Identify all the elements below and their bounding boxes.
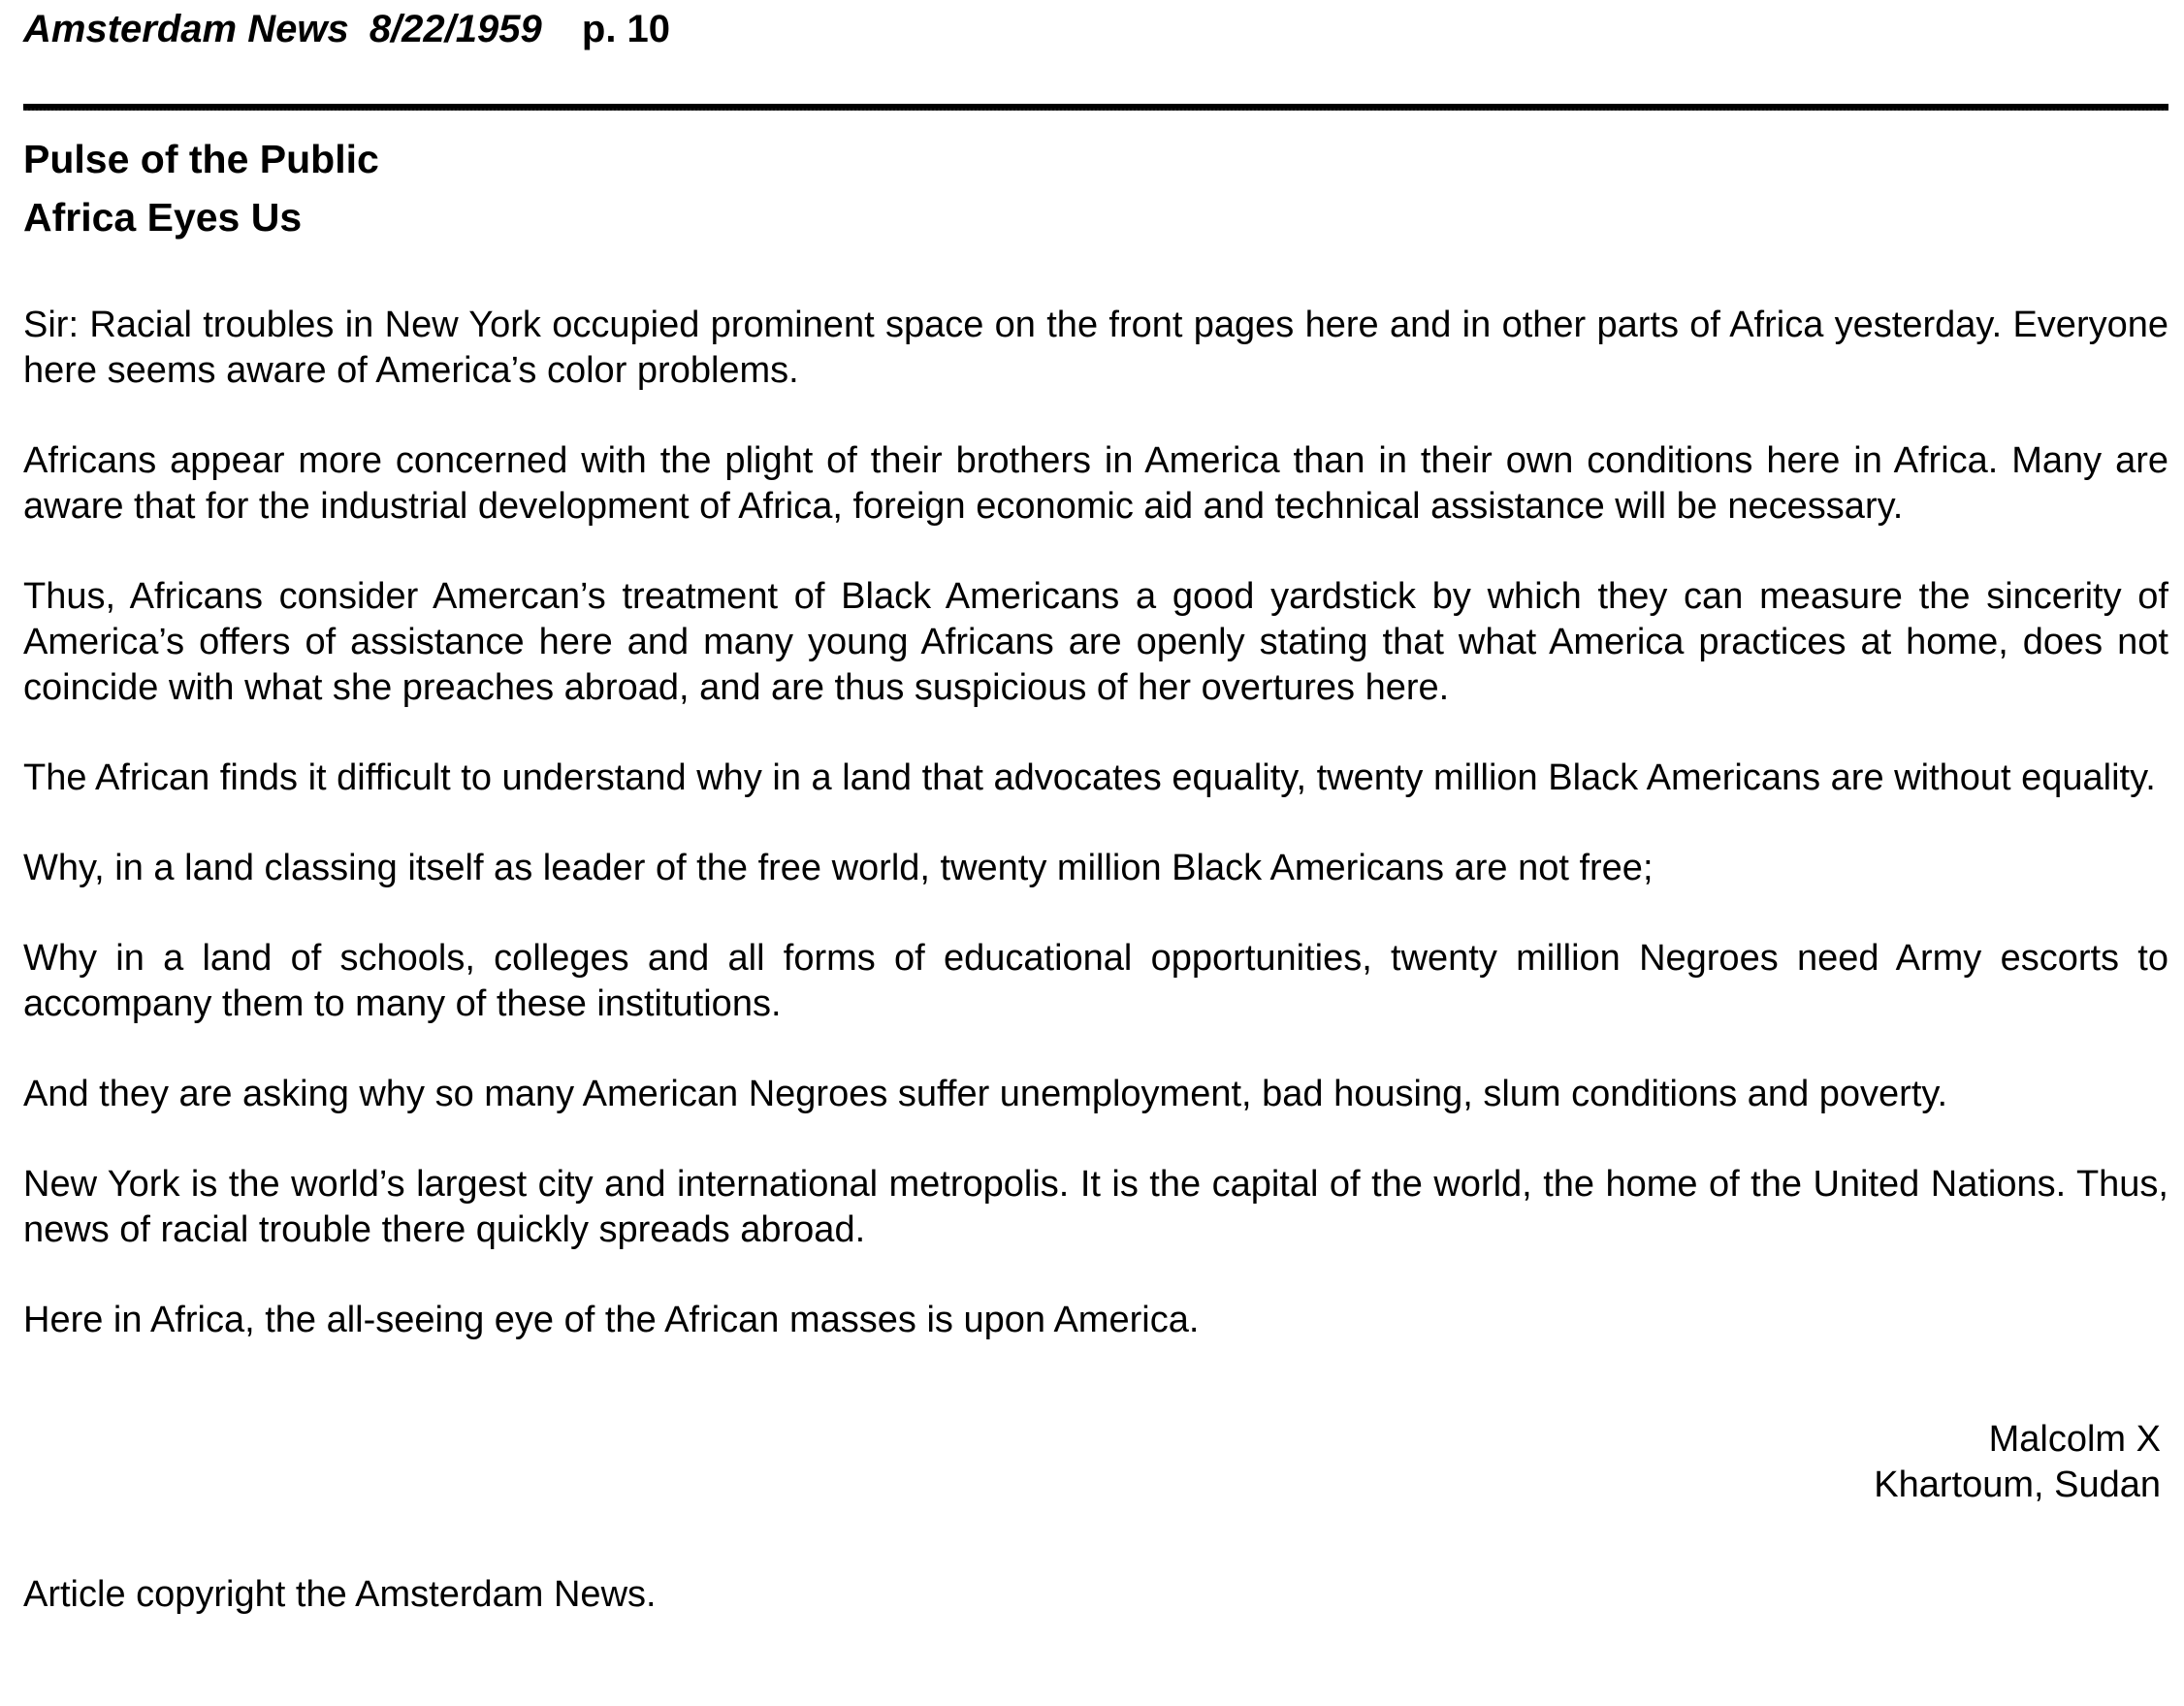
paragraph: New York is the world’s largest city and international metropolis. It is the capital of the world, the home of the United Nations. Thus, news of racial trouble there quickly spreads abroad. xyxy=(23,1164,2168,1250)
paragraph: Why, in a land classing itself as leader of the free world, twenty million Black Americans are not free; xyxy=(23,848,1654,888)
signature-location: Khartoum, Sudan xyxy=(1874,1465,2161,1505)
signature-block xyxy=(23,1417,2168,1508)
paragraph: Here in Africa, the all-seeing eye of the African masses is upon America. xyxy=(23,1300,1200,1340)
paragraph: Africans appear more concerned with the plight of their brothers in America than in their own conditions here in Africa. Many are aware that for the industrial development of Africa, foreign economic aid and technical assistance will be necessary. xyxy=(23,440,2168,527)
page-reference: p. 10 xyxy=(581,8,671,50)
paragraph: And they are asking why so many American Negroes suffer unemployment, bad housing, slum conditions and poverty. xyxy=(23,1074,1948,1114)
article-title: Africa Eyes Us xyxy=(23,195,303,240)
paragraph: Sir: Racial troubles in New York occupied prominent space on the front pages here and in other parts of Africa yesterday. Everyone here seems aware of America’s color problems. xyxy=(23,305,2168,391)
publication-date: 8/22/1959 xyxy=(369,8,542,50)
paragraph: Why in a land of schools, colleges and all forms of educational opportunities, twenty million Negroes need Army escorts to accompany them to many of these institutions. xyxy=(23,938,2168,1024)
publication-name: Amsterdam News xyxy=(23,8,349,50)
signature-name: Malcolm X xyxy=(1988,1419,2161,1460)
section-heading: Pulse of the Public xyxy=(23,137,379,181)
article-body xyxy=(23,303,2168,1343)
copyright-note: Article copyright the Amsterdam News. xyxy=(23,1574,657,1615)
source-citation xyxy=(23,8,2168,51)
paragraph: Thus, Africans consider Amercan’s treatment of Black Americans a good yardstick by which they can measure the sincerity of America’s offers of assistance here and many young Africans are openly stating that what America practices at home, does not coincide with what she preaches abroad, and are thus suspicious of her overtures here. xyxy=(23,576,2168,708)
paragraph: The African finds it difficult to understand why in a land that advocates equality, twenty million Black Americans are without equality. xyxy=(23,757,2156,798)
horizontal-rule xyxy=(23,104,2168,111)
